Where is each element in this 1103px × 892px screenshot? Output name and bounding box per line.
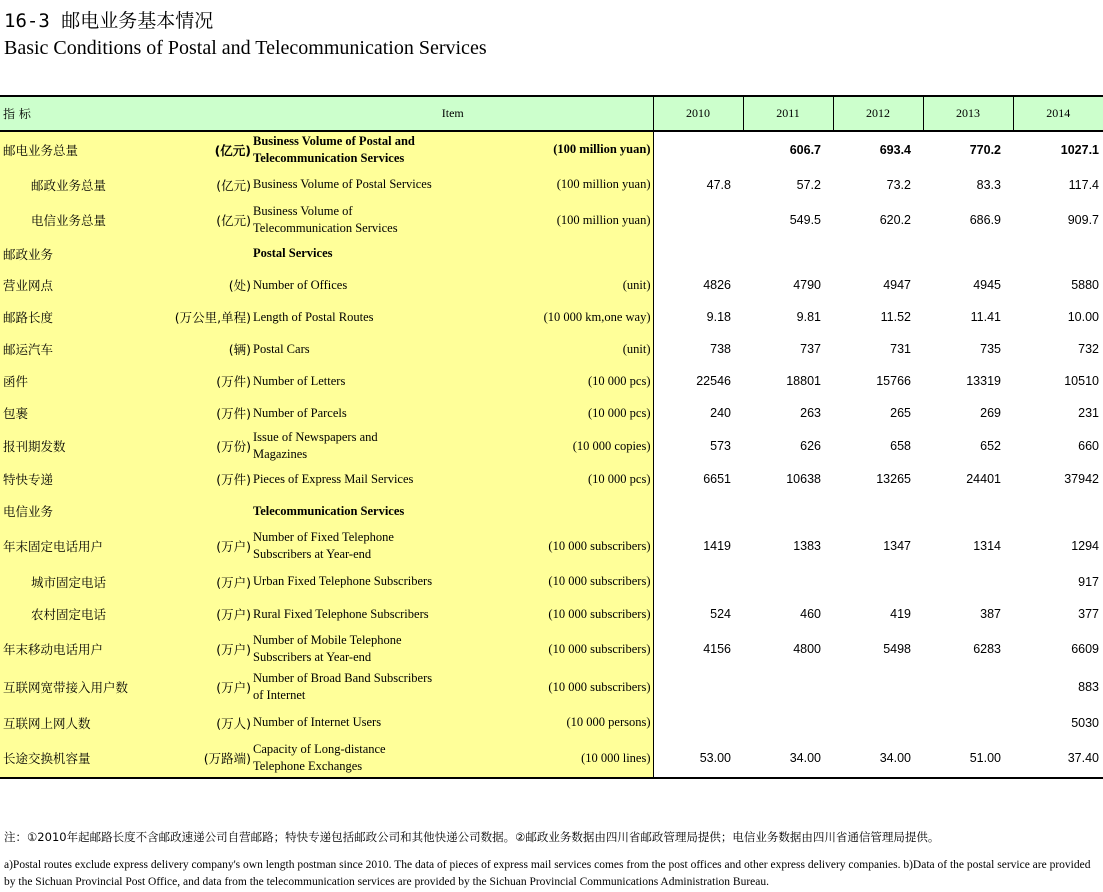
row-unit-en: (10 000 subscribers) xyxy=(548,574,651,588)
cell-value xyxy=(743,238,833,269)
row-label-cn xyxy=(0,527,253,565)
row-label-cn xyxy=(0,463,253,495)
row-label-cn xyxy=(0,238,253,269)
header-year: 2010 xyxy=(653,96,743,131)
row-unit-cn: (万户) xyxy=(216,680,251,695)
cell-value: 738 xyxy=(710,342,731,356)
note-en: a)Postal routes exclude express delivery company's own length postman since 2010. The data of pieces of express mail services comes from the post offices and other express delivery companies. b)Data of the postal service are provided by the Sichuan Provincial Post Office, and data from the telecommunication services are provided by the Sichuan Provincial Communications Administration Bureau. xyxy=(4,859,1091,888)
row-name-en: Postal Cars xyxy=(253,341,310,356)
row-unit-en: (unit) xyxy=(622,341,651,356)
row-unit-cn: (万户) xyxy=(216,574,251,590)
row-name-cn: 报刊期发数 xyxy=(3,439,66,454)
cell-value: 524 xyxy=(710,607,731,621)
cell-value: 15766 xyxy=(876,374,911,388)
cell-value: 419 xyxy=(890,607,911,621)
header-year: 2013 xyxy=(923,96,1013,131)
row-unit-en: (10 000 persons) xyxy=(566,715,651,729)
table-body xyxy=(0,131,1103,778)
row-label-cn xyxy=(0,739,253,778)
cell-value xyxy=(923,668,1013,706)
cell-value: 10.00 xyxy=(1067,310,1099,324)
table-header-row xyxy=(0,96,1103,131)
cell-value: 606.7 xyxy=(789,142,821,157)
table-row xyxy=(0,131,1103,167)
cell-value xyxy=(743,495,833,527)
cell-value xyxy=(743,668,833,706)
row-label-cn xyxy=(0,397,253,429)
row-label-cn xyxy=(0,167,253,202)
cell-value: 24401 xyxy=(966,472,1001,486)
cell-value: 658 xyxy=(890,439,911,453)
cell-value xyxy=(653,565,743,598)
row-unit-en: (10 000 subscribers) xyxy=(548,606,651,621)
row-label-cn xyxy=(0,495,253,527)
row-name-en: Business Volume of Telecommunication Services xyxy=(253,204,398,235)
row-name-en: Urban Fixed Telephone Subscribers xyxy=(253,574,433,588)
row-name-cn: 邮政业务 xyxy=(3,246,54,262)
cell-value: 460 xyxy=(800,607,821,621)
cell-value: 549.5 xyxy=(789,213,821,227)
cell-value xyxy=(1013,495,1103,527)
cell-value: 83.3 xyxy=(976,177,1001,192)
row-label-en xyxy=(253,131,653,167)
row-label-en xyxy=(253,167,653,202)
row-name-cn: 特快专递 xyxy=(3,472,54,487)
row-label-en xyxy=(253,739,653,778)
cell-value: 4790 xyxy=(793,278,821,292)
row-unit-cn: (万公里,单程) xyxy=(174,310,251,325)
row-name-cn: 邮政业务总量 xyxy=(31,177,107,193)
row-label-cn xyxy=(0,269,253,301)
table-row xyxy=(0,527,1103,565)
row-label-en xyxy=(253,598,653,630)
table-row xyxy=(0,495,1103,527)
table-row xyxy=(0,301,1103,333)
row-name-cn: 邮路长度 xyxy=(3,310,54,325)
cell-value xyxy=(743,706,833,739)
row-label-en xyxy=(253,565,653,598)
cell-value: 34.00 xyxy=(743,739,833,778)
header-item-en: Item xyxy=(253,96,653,131)
page-title-en: Basic Conditions of Postal and Telecommunication Services xyxy=(4,37,487,59)
row-name-en: Number of Broad Band Subscribers of Internet xyxy=(253,671,433,702)
header-year: 2014 xyxy=(1013,96,1103,131)
cell-value xyxy=(833,668,923,706)
row-label-cn xyxy=(0,668,253,706)
row-unit-en: (10 000 subscribers) xyxy=(548,679,651,694)
table-row xyxy=(0,167,1103,202)
row-name-cn: 年末移动电话用户 xyxy=(3,642,104,657)
statistics-table xyxy=(0,95,1103,779)
row-label-en xyxy=(253,238,653,269)
row-unit-en: (10 000 subscribers) xyxy=(548,641,651,656)
row-name-en: Number of Internet Users xyxy=(253,715,382,729)
cell-value xyxy=(833,238,923,269)
cell-value: 917 xyxy=(1078,574,1099,589)
row-name-cn: 邮运汽车 xyxy=(3,342,54,357)
cell-value xyxy=(653,202,743,238)
row-unit-en: (10 000 pcs) xyxy=(588,373,651,388)
row-unit-cn: (亿元) xyxy=(216,213,251,228)
cell-value: 9.18 xyxy=(706,310,731,324)
row-name-en: Number of Parcels xyxy=(253,405,347,420)
cell-value: 269 xyxy=(980,406,1001,420)
cell-value xyxy=(923,565,1013,598)
cell-value: 47.8 xyxy=(706,177,731,192)
row-name-cn: 函件 xyxy=(3,374,29,389)
cell-value: 265 xyxy=(890,406,911,420)
cell-value: 51.00 xyxy=(923,739,1013,778)
row-unit-en: (10 000 lines) xyxy=(581,750,651,765)
row-unit-cn: (万人) xyxy=(216,715,251,731)
row-unit-en: (100 million yuan) xyxy=(553,142,651,156)
note-cn: 注：①2010年起邮路长度不含邮政速递公司自营邮路；特快专递包括邮政公司和其他快递公司数据。②邮政业务数据由四川省邮政管理局提供；电信业务数据由四川省通信管理局提供。 xyxy=(4,830,940,844)
cell-value: 5498 xyxy=(883,642,911,656)
cell-value: 231 xyxy=(1078,406,1099,420)
cell-value: 117.4 xyxy=(1068,177,1099,192)
cell-value: 732 xyxy=(1078,342,1099,356)
row-name-cn: 互联网上网人数 xyxy=(3,715,91,731)
row-unit-cn: (万件) xyxy=(216,374,251,389)
header-indicator-cn: 指 标 xyxy=(0,96,253,131)
header-year: 2011 xyxy=(743,96,833,131)
cell-value: 73.2 xyxy=(886,177,911,192)
row-label-cn xyxy=(0,333,253,365)
cell-value: 909.7 xyxy=(1067,213,1099,227)
row-label-en xyxy=(253,365,653,397)
row-unit-cn: (万件) xyxy=(216,406,251,421)
row-name-en: Telecommunication Services xyxy=(253,503,405,518)
cell-value xyxy=(743,565,833,598)
row-name-cn: 年末固定电话用户 xyxy=(3,539,104,554)
row-name-cn: 营业网点 xyxy=(3,278,54,293)
cell-value xyxy=(653,706,743,739)
cell-value: 10510 xyxy=(1064,374,1099,388)
cell-value xyxy=(923,495,1013,527)
row-name-en: Number of Letters xyxy=(253,373,346,388)
cell-value: 10638 xyxy=(786,472,821,486)
row-label-cn xyxy=(0,565,253,598)
row-label-cn xyxy=(0,429,253,463)
table-row xyxy=(0,630,1103,668)
cell-value: 57.2 xyxy=(796,177,821,192)
row-unit-en: (10 000 copies) xyxy=(572,438,651,453)
row-name-en: Length of Postal Routes xyxy=(253,309,374,324)
row-label-en xyxy=(253,706,653,739)
cell-value xyxy=(833,565,923,598)
cell-value: 1419 xyxy=(703,539,731,553)
cell-value: 4945 xyxy=(973,278,1001,292)
cell-value: 5880 xyxy=(1071,278,1099,292)
row-unit-en: (10 000 pcs) xyxy=(588,471,651,486)
row-name-en: Pieces of Express Mail Services xyxy=(253,471,414,486)
table-row xyxy=(0,565,1103,598)
row-label-en xyxy=(253,269,653,301)
cell-value xyxy=(653,668,743,706)
row-label-en xyxy=(253,463,653,495)
table-row xyxy=(0,668,1103,706)
cell-value: 4156 xyxy=(703,642,731,656)
row-unit-cn: (万件) xyxy=(216,472,251,487)
row-label-en xyxy=(253,202,653,238)
row-name-en: Postal Services xyxy=(253,246,333,260)
cell-value: 18801 xyxy=(786,374,821,388)
row-unit-en: (100 million yuan) xyxy=(556,212,651,227)
row-label-en xyxy=(253,397,653,429)
cell-value: 4800 xyxy=(793,642,821,656)
cell-value xyxy=(833,706,923,739)
row-name-cn: 互联网宽带接入用户数 xyxy=(3,680,129,695)
table-row xyxy=(0,429,1103,463)
cell-value: 6283 xyxy=(973,642,1001,656)
row-name-en: Business Volume of Postal and Telecommunication Services xyxy=(253,133,415,165)
cell-value xyxy=(653,495,743,527)
row-label-en xyxy=(253,333,653,365)
row-name-en: Issue of Newspapers and Magazines xyxy=(253,430,378,461)
cell-value: 731 xyxy=(890,342,911,356)
cell-value: 377 xyxy=(1078,607,1099,621)
cell-value: 6609 xyxy=(1071,642,1099,656)
row-name-en: Number of Fixed Telephone Subscribers at Year-end xyxy=(253,530,394,561)
cell-value: 13319 xyxy=(966,374,1001,388)
row-name-cn: 长途交换机容量 xyxy=(3,751,91,766)
cell-value xyxy=(923,238,1013,269)
cell-value: 34.00 xyxy=(833,739,923,778)
row-unit-en: (10 000 km,one way) xyxy=(543,309,651,324)
row-label-en xyxy=(253,429,653,463)
cell-value: 11.41 xyxy=(970,310,1001,324)
table-row xyxy=(0,598,1103,630)
cell-value: 652 xyxy=(980,439,1001,453)
row-label-en xyxy=(253,495,653,527)
table-row xyxy=(0,463,1103,495)
cell-value: 37942 xyxy=(1064,472,1099,486)
table-row xyxy=(0,333,1103,365)
cell-value xyxy=(923,706,1013,739)
cell-value: 1383 xyxy=(793,539,821,553)
row-label-cn xyxy=(0,131,253,167)
row-name-cn: 电信业务 xyxy=(3,504,54,519)
cell-value: 1027.1 xyxy=(1060,142,1099,157)
row-name-en: Number of Offices xyxy=(253,277,348,292)
row-label-en xyxy=(253,527,653,565)
cell-value: 37.40 xyxy=(1013,739,1103,778)
cell-value: 11.52 xyxy=(880,310,911,324)
row-label-en xyxy=(253,668,653,706)
table-row xyxy=(0,706,1103,739)
notes xyxy=(4,829,1100,891)
row-label-en xyxy=(253,301,653,333)
cell-value: 883 xyxy=(1078,680,1099,694)
cell-value: 9.81 xyxy=(796,310,821,324)
cell-value xyxy=(653,238,743,269)
table-row xyxy=(0,238,1103,269)
table-row xyxy=(0,397,1103,429)
row-unit-en: (unit) xyxy=(622,277,651,292)
row-label-cn xyxy=(0,202,253,238)
row-name-cn: 城市固定电话 xyxy=(31,574,107,590)
cell-value: 4826 xyxy=(703,278,731,292)
cell-value xyxy=(1013,238,1103,269)
row-unit-cn: (万份) xyxy=(216,439,251,454)
cell-value: 686.9 xyxy=(969,213,1001,227)
row-name-cn: 包裹 xyxy=(3,406,29,421)
row-label-en xyxy=(253,630,653,668)
cell-value: 387 xyxy=(980,607,1001,621)
row-unit-cn: (亿元) xyxy=(214,142,251,158)
cell-value: 22546 xyxy=(696,374,731,388)
cell-value: 737 xyxy=(800,342,821,356)
cell-value xyxy=(833,495,923,527)
cell-value: 693.4 xyxy=(879,142,911,157)
row-unit-cn: (万户) xyxy=(216,642,251,657)
cell-value: 263 xyxy=(800,406,821,420)
cell-value: 626 xyxy=(800,439,821,453)
row-name-en: Business Volume of Postal Services xyxy=(253,177,432,191)
cell-value: 13265 xyxy=(876,472,911,486)
row-unit-en: (10 000 subscribers) xyxy=(548,538,651,553)
cell-value: 770.2 xyxy=(969,142,1001,157)
row-unit-cn: (辆) xyxy=(228,342,251,357)
row-unit-cn: (万路端) xyxy=(203,751,251,766)
table-row xyxy=(0,269,1103,301)
row-label-cn xyxy=(0,598,253,630)
cell-value xyxy=(653,131,743,167)
row-unit-cn: (万户) xyxy=(216,607,251,622)
cell-value: 573 xyxy=(710,439,731,453)
row-unit-en: (100 million yuan) xyxy=(556,177,651,191)
row-label-cn xyxy=(0,706,253,739)
cell-value: 660 xyxy=(1078,439,1099,453)
cell-value: 5030 xyxy=(1071,715,1099,730)
table-row xyxy=(0,739,1103,778)
table-row xyxy=(0,202,1103,238)
page-title-cn: 16-3 邮电业务基本情况 xyxy=(4,10,214,32)
row-label-cn xyxy=(0,301,253,333)
cell-value: 1347 xyxy=(883,539,911,553)
row-unit-en: (10 000 pcs) xyxy=(588,405,651,420)
cell-value: 620.2 xyxy=(879,213,911,227)
row-name-cn: 农村固定电话 xyxy=(31,607,107,622)
row-name-en: Number of Mobile Telephone Subscribers at Year-end xyxy=(253,633,402,664)
row-label-cn xyxy=(0,365,253,397)
row-name-cn: 邮电业务总量 xyxy=(3,142,79,158)
row-label-cn xyxy=(0,630,253,668)
cell-value: 53.00 xyxy=(653,739,743,778)
table-row xyxy=(0,365,1103,397)
cell-value: 4947 xyxy=(883,278,911,292)
row-name-en: Capacity of Long-distance Telephone Exchanges xyxy=(253,742,386,773)
row-name-cn: 电信业务总量 xyxy=(31,213,107,228)
cell-value: 735 xyxy=(980,342,1001,356)
cell-value: 6651 xyxy=(703,472,731,486)
cell-value: 1314 xyxy=(973,539,1001,553)
header-year: 2012 xyxy=(833,96,923,131)
row-name-en: Rural Fixed Telephone Subscribers xyxy=(253,606,429,621)
row-unit-cn: (亿元) xyxy=(216,177,251,193)
cell-value: 1294 xyxy=(1071,539,1099,553)
row-unit-cn: (万户) xyxy=(216,539,251,554)
row-unit-cn: (处) xyxy=(228,278,251,293)
cell-value: 240 xyxy=(710,406,731,420)
